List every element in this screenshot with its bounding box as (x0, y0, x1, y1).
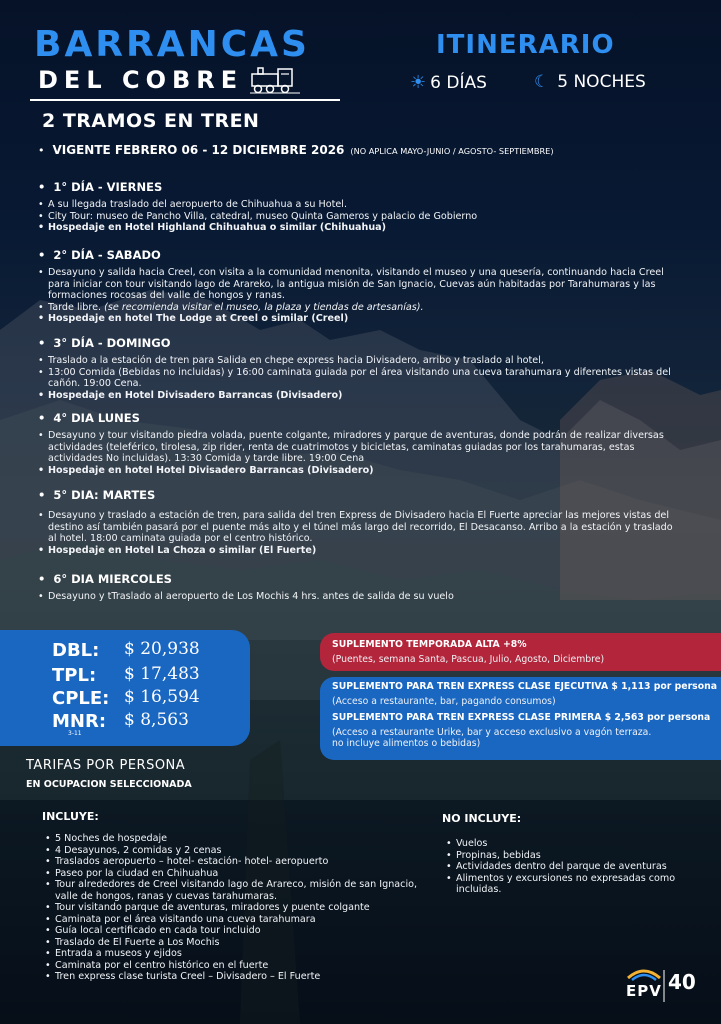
duration-days: ☀ 6 DÍAS (410, 72, 487, 93)
list-item: • Entrada a museos y ejidos (45, 948, 430, 960)
title-del-cobre: DEL COBRE (38, 66, 244, 94)
price-label-mnr: MNR: (52, 711, 107, 732)
sun-icon: ☀ (410, 72, 427, 93)
duration-nights: ☾ 5 NOCHES (534, 72, 646, 92)
list-item: • Desayuno y traslado a estación de tren, para salida del tren Express de Divisadero hacia El Fuerte apreciar las mejores vistas del destino así también pasará por el puente más alto y el túnel más largo del recorrido, El Desacanso. Arribo a la estación y traslado al hotel. 18:00 caminata guiada por el centro histórico. (38, 510, 683, 545)
list-item: • Desayuno y tour visitando piedra volada, puente colgante, miradores y parque de aventuras, donde podrán de realizar diversas actividades (teleférico, tirolesa, zip rider, renta de cuatrimotos y bicicletas, caminatas guiadas por los tarahumaras, estas actividades No incluidas). 13:30 Comida y tarde libre. 19:00 Cena (38, 430, 683, 465)
includes-list (45, 833, 430, 983)
list-item: • Hospedaje en hotel Hotel Divisadero Barrancas (Divisadero) (38, 465, 683, 477)
list-item: • Hospedaje en hotel The Lodge at Creel o similar (Creel) (38, 313, 683, 325)
list-item: • 5 Noches de hospedaje (45, 833, 430, 845)
list-item: • Alimentos y excursiones no expresadas como incluidas. (446, 873, 711, 896)
list-item: • Caminata por el área visitando una cueva tarahumara (45, 914, 430, 926)
subtitle: 2 TRAMOS EN TREN (42, 110, 260, 132)
list-item: • Traslado de El Fuerte a Los Mochis (45, 937, 430, 949)
list-item: • Guía local certificado en cada tour incluido (45, 925, 430, 937)
price-value-mnr: $ 8,563 (124, 710, 189, 730)
list-item: • 13:00 Comida (Bebidas no incluidas) y 16:00 caminata guiada por el área visitando una cueva tarahumara y diferentes vistas del cañón. 19:00 Cena. (38, 367, 683, 390)
rates-title: TARIFAS POR PERSONA (26, 758, 186, 773)
excludes-list (446, 838, 711, 896)
price-value-tpl: $ 17,483 (124, 664, 200, 684)
list-item: • Propinas, bebidas (446, 850, 711, 862)
list-item: • Desayuno y salida hacia Creel, con visita a la comunidad menonita, visitando el museo y una quesería, continuando hacia Creel para iniciar con tour visitando lago de Arareko, la antigua misión de San Ignacio, Cuevas aún habitadas por Tarahumaras y las formaciones rocosas del valle de hongos y ranas. (38, 267, 683, 302)
price-value-dbl: $ 20,938 (124, 639, 200, 659)
day-2: • 2° DÍA - SABADO • Desayuno y salida hacia Creel, con visita a la comunidad menonita, visitando el museo y una quesería, continuando hacia Creel para iniciar con tour visitando lago de Arareko, la antigua misión de San Ignacio, Cuevas aún habitadas por Tarahumaras y las formaciones rocosas del valle de hongos y ranas. • Tarde libre. (se recomienda visitar el museo, la plaza y tiendas de artesanías). • Hospedaje en hotel The Lodge at Creel o similar (Creel) (38, 248, 683, 325)
title-divider (30, 99, 340, 101)
list-item: • Paseo por la ciudad en Chihuahua (45, 868, 430, 880)
list-item: • 4 Desayunos, 2 comidas y 2 cenas (45, 845, 430, 857)
list-item: • Tren express clase turista Creel – Divisadero – El Fuerte (45, 971, 430, 983)
itinerary-label: ITINERARIO (436, 30, 615, 60)
list-item: • Tour visitando parque de aventuras, miradores y puente colgante (45, 902, 430, 914)
train-icon (250, 66, 300, 94)
logo-years: 40 (668, 970, 696, 994)
epv-logo (624, 966, 700, 1010)
list-item: • Desayuno y tTraslado al aeropuerto de Los Mochis 4 hrs. antes de salida de su vuelo (38, 591, 683, 603)
list-item: • Hospedaje en Hotel Divisadero Barrancas (Divisadero) (38, 390, 683, 402)
validity: • VIGENTE FEBRERO 06 - 12 DICIEMBRE 2026 (NO APLICA MAYO-JUNIO / AGOSTO- SEPTIEMBRE) (38, 143, 554, 157)
price-label-cple: CPLE: (52, 688, 110, 709)
supplement-train-classes: SUPLEMENTO PARA TREN EXPRESS CLASE EJECUTIVA $ 1,113 por persona (Acceso a restaurante, bar, pagando consumos) SUPLEMENTO PARA TREN EXPRESS CLASE PRIMERA $ 2,563 por persona (Acceso a restaurante Urike, bar y acceso exclusivo a vagón terraza. no incluye alimentos o bebidas) (320, 677, 721, 760)
list-item: • Hospedaje en Hotel Highland Chihuahua o similar (Chihuahua) (38, 222, 678, 234)
logo-text: EPV (626, 982, 662, 1000)
includes-title: INCLUYE: (42, 810, 99, 823)
day-1: • 1° DÍA - VIERNES • A su llegada traslado del aeropuerto de Chihuahua a su Hotel. • City Tour: museo de Pancho Villa, catedral, museo Quinta Gameros y palacio de Gobierno • Hospedaje en Hotel Highland Chihuahua o similar (Chihuahua) (38, 180, 678, 234)
moon-icon: ☾ (534, 72, 550, 92)
list-item: • Traslado a la estación de tren para Salida en chepe express hacia Divisadero, arribo y traslado al hotel, (38, 355, 683, 367)
supplement-high-season: SUPLEMENTO TEMPORADA ALTA +8% (Puentes, semana Santa, Pascua, Julio, Agosto, Diciembre) (320, 633, 721, 671)
price-label-tpl: TPL: (52, 665, 97, 686)
list-item: • Tarde libre. (se recomienda visitar el museo, la plaza y tiendas de artesanías). (38, 302, 683, 314)
list-item: • A su llegada traslado del aeropuerto de Chihuahua a su Hotel. (38, 199, 678, 211)
price-box (0, 630, 250, 746)
list-item: • Actividades dentro del parque de aventuras (446, 861, 711, 873)
title-barrancas: BARRANCAS (34, 24, 310, 65)
list-item: • Hospedaje en Hotel La Choza o similar (El Fuerte) (38, 545, 683, 557)
list-item: • Tour alrededores de Creel visitando lago de Arareco, misión de san Ignacio, valle de hongos, ranas y cuevas tarahumaras. (45, 879, 430, 902)
day-3: • 3° DÍA - DOMINGO • Traslado a la estación de tren para Salida en chepe express hacia Divisadero, arribo y traslado al hotel, • 13:00 Comida (Bebidas no incluidas) y 16:00 caminata guiada por el área visitando una cueva tarahumara y diferentes vistas del cañón. 19:00 Cena. • Hospedaje en Hotel Divisadero Barrancas (Divisadero) (38, 336, 683, 401)
rates-subtitle: EN OCUPACION SELECCIONADA (26, 779, 192, 790)
day-4: • 4° DIA LUNES • Desayuno y tour visitando piedra volada, puente colgante, miradores y parque de aventuras, donde podrán de realizar diversas actividades (teleférico, tirolesa, zip rider, renta de cuatrimotos y bicicletas, caminatas guiadas por los tarahumaras, estas actividades No incluidas). 13:30 Comida y tarde libre. 19:00 Cena • Hospedaje en hotel Hotel Divisadero Barrancas (Divisadero) (38, 411, 683, 476)
list-item: • Vuelos (446, 838, 711, 850)
list-item: • City Tour: museo de Pancho Villa, catedral, museo Quinta Gameros y palacio de Gobierno (38, 211, 678, 223)
price-value-cple: $ 16,594 (124, 687, 200, 707)
day-5: • 5° DIA: MARTES • Desayuno y traslado a estación de tren, para salida del tren Express de Divisadero hacia El Fuerte apreciar las mejores vistas del destino así también pasará por el puente más alto y el túnel más largo del recorrido, El Desacanso. Arribo a la estación y traslado al hotel. 18:00 caminata guiada por el centro histórico. • Hospedaje en Hotel La Choza o similar (El Fuerte) (38, 488, 683, 556)
list-item: • Caminata por el centro histórico en el fuerte (45, 960, 430, 972)
list-item: • Traslados aeropuerto – hotel- estación- hotel- aeropuerto (45, 856, 430, 868)
price-label-dbl: DBL: (52, 640, 100, 661)
day-6: • 6° DIA MIERCOLES • Desayuno y tTraslado al aeropuerto de Los Mochis 4 hrs. antes de salida de su vuelo (38, 572, 683, 603)
excludes-title: NO INCLUYE: (442, 812, 522, 825)
price-note-mnr: 3-11 (68, 730, 82, 737)
